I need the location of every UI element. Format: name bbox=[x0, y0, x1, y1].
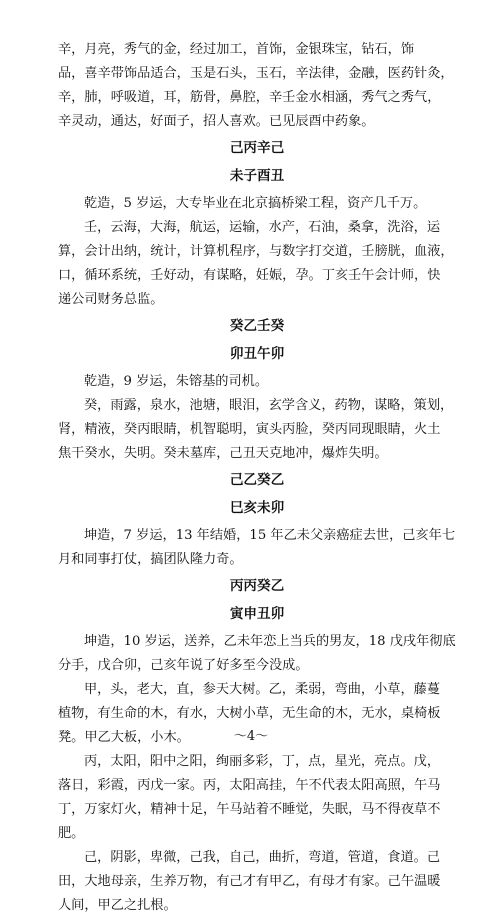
text-line: 焦干癸水，失明。癸未墓库，己丑天克地冲，爆炸失明。 bbox=[58, 446, 388, 461]
text-line: 乾造，5 岁运，大专毕业在北京搞桥梁工程，资产几千万。 bbox=[84, 196, 427, 211]
chart-heading-branches: 未子酉丑 bbox=[229, 168, 285, 184]
text-line: 肥。 bbox=[58, 826, 85, 841]
text-line: 己，阴影，卑微，己我，自己，曲折，弯道，管道，食道。己 bbox=[84, 850, 441, 865]
chart-heading-branches: 卯丑午卯 bbox=[229, 346, 285, 362]
text-line: 田，大地母亲，生养万物，有己才有甲乙，有母才有家。己午温暖 bbox=[58, 874, 441, 889]
chart-heading-branches: 巳亥未卯 bbox=[229, 500, 285, 516]
chart-heading-stems: 癸乙壬癸 bbox=[229, 318, 285, 334]
text-line: 分手，戊合卯，己亥年说了好多至今没成。 bbox=[58, 658, 309, 673]
chart-heading-branches: 寅申丑卯 bbox=[229, 606, 285, 622]
text-line: 丙，太阳，阳中之阳，绚丽多彩，丁，点，星光，亮点。戊， bbox=[84, 754, 441, 769]
text-line: 品，喜辛带饰品适合，玉是石头，玉石，辛法律，金融，医药针灸， bbox=[58, 66, 454, 81]
page-body bbox=[58, 38, 456, 918]
text-line: 丁，万家灯火，精神十足，午马站着不睡觉，失眠，马不得夜草不 bbox=[58, 802, 441, 817]
text-line: 植物，有生命的木，有水，大树小草，无生命的木，无水，桌椅板 bbox=[58, 706, 441, 721]
text-line: 人间，甲乙之扎根。 bbox=[58, 898, 177, 913]
chart-heading-stems: 己乙癸乙 bbox=[229, 472, 285, 488]
text-line: 甲，头，老大，直，参天大树。乙，柔弱，弯曲，小草，藤蔓 bbox=[84, 682, 441, 697]
text-line: 辛灵动，通达，好面子，招人喜欢。已见辰酉中药象。 bbox=[58, 114, 375, 129]
chart-heading-stems: 己丙辛己 bbox=[229, 140, 285, 156]
text-line: 肾，精液，癸丙眼睛，机智聪明，寅头丙脸，癸丙同现眼睛，火土 bbox=[58, 422, 441, 437]
text-line: 月和同事打仗，搞团队隆力奇。 bbox=[58, 552, 243, 567]
text-line: 坤造，10 岁运，送养，乙未年恋上当兵的男友，18 戊戌年彻底 bbox=[84, 634, 456, 649]
text-line: 凳。甲乙大板，小木。 bbox=[58, 730, 190, 745]
text-line: 口，循环系统，壬好动，有谋略，妊娠，孕。丁亥壬午会计师，快 bbox=[58, 268, 441, 283]
page-number: ～4～ bbox=[233, 729, 269, 744]
text-line: 落日，彩霞，丙戊一家。丙，太阳高挂，午不代表太阳高照，午马 bbox=[58, 778, 441, 793]
text-line: 算，会计出纳，统计，计算机程序，与数字打交道，壬膀胱，血液， bbox=[58, 244, 454, 259]
text-line: 乾造，9 岁运，朱镕基的司机。 bbox=[84, 374, 269, 389]
text-line: 癸，雨露，泉水，池塘，眼泪，玄学含义，药物，谋略，策划， bbox=[84, 398, 454, 413]
text-line: 壬，云海，大海，航运，运输，水产，石油，桑拿，洗浴，运 bbox=[84, 220, 441, 235]
chart-heading-stems: 丙丙癸乙 bbox=[229, 578, 285, 594]
text-line: 坤造，7 岁运，13 年结婚，15 年乙未父亲癌症去世，己亥年七 bbox=[84, 528, 456, 543]
text-line: 递公司财务总监。 bbox=[58, 292, 164, 307]
text-line: 辛，肺，呼吸道，耳，筋骨，鼻腔，辛壬金水相涵，秀气之秀气， bbox=[58, 90, 441, 105]
text-line: 辛，月亮，秀气的金，经过加工，首饰，金银珠宝，钻石，饰 bbox=[58, 42, 415, 57]
